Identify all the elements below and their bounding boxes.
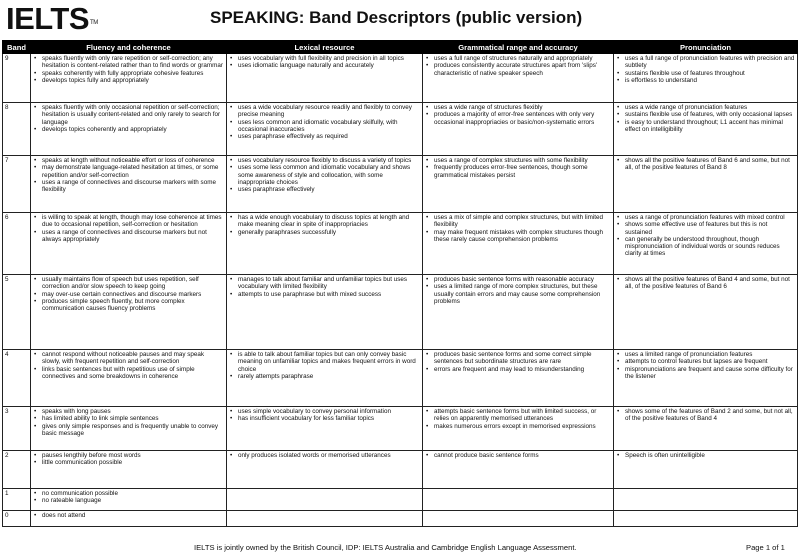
descriptor-cell-grammar (423, 489, 614, 511)
descriptor-item: • makes numerous errors except in memorised expressions (425, 423, 611, 430)
descriptor-list (425, 408, 611, 430)
descriptor-item: • develops topics fully and appropriately (33, 77, 224, 84)
descriptor-item: • frequently produces error-free sentences, though some grammatical mistakes persist (425, 164, 611, 179)
descriptor-cell-pronunciation (614, 511, 798, 527)
descriptor-cell-fluency (31, 54, 227, 103)
descriptor-cell-grammar (423, 275, 614, 350)
table-header-row (3, 41, 798, 54)
descriptor-cell-fluency (31, 407, 227, 451)
descriptor-list (616, 55, 795, 84)
band-score: 7 (3, 156, 31, 213)
descriptor-item: • can generally be understood throughout, though mispronunciation of individual words or sounds reduces clarity at times (616, 236, 795, 258)
descriptor-item: • cannot produce basic sentence forms (425, 452, 611, 459)
descriptor-cell-pronunciation (614, 350, 798, 407)
descriptor-cell-grammar (423, 350, 614, 407)
ielts-logo (6, 2, 98, 36)
descriptor-cell-fluency (31, 213, 227, 275)
descriptor-item: • uses idiomatic language naturally and accurately (229, 62, 420, 69)
descriptor-list (425, 276, 611, 305)
descriptor-list (33, 214, 224, 243)
descriptor-list (229, 157, 420, 193)
descriptor-item: • may over-use certain connectives and discourse markers (33, 291, 224, 298)
descriptor-item: • only produces isolated words or memorised utterances (229, 452, 420, 459)
descriptor-cell-lexical (227, 103, 423, 156)
descriptor-list (616, 104, 795, 133)
descriptor-list (425, 452, 611, 459)
band-score: 8 (3, 103, 31, 156)
descriptor-item: • uses a wide range of pronunciation features (616, 104, 795, 111)
descriptor-cell-lexical (227, 156, 423, 213)
descriptor-item: • speaks at length without noticeable effort or loss of coherence (33, 157, 224, 164)
descriptor-list (229, 104, 420, 140)
descriptor-item: • manages to talk about familiar and unfamiliar topics but uses vocabulary with limited flexibility (229, 276, 420, 291)
descriptor-item: • may demonstrate language-related hesitation at times, or some repetition and/or self-correction (33, 164, 224, 179)
descriptor-item: • uses a range of connectives and discourse markers but not always appropriately (33, 229, 224, 244)
band-score: 6 (3, 213, 31, 275)
band-score: 2 (3, 451, 31, 489)
band-row (3, 103, 798, 156)
descriptor-cell-lexical (227, 350, 423, 407)
descriptor-list (33, 452, 224, 467)
band-descriptors-table (2, 40, 798, 527)
descriptor-list (229, 408, 420, 423)
descriptor-list (229, 452, 420, 459)
descriptor-item: • attempts to control features but lapses are frequent (616, 358, 795, 365)
descriptor-item: • sustains flexible use of features, with only occasional lapses (616, 111, 795, 118)
descriptor-item: • Speech is often unintelligible (616, 452, 795, 459)
descriptor-list (33, 157, 224, 193)
band-score: 5 (3, 275, 31, 350)
descriptor-cell-fluency (31, 275, 227, 350)
descriptor-item: • is willing to speak at length, though may lose coherence at times due to occasional repetition, self-correction or hesitation (33, 214, 224, 229)
page-footer (0, 540, 799, 555)
descriptor-cell-lexical (227, 407, 423, 451)
descriptor-item: • uses paraphrase effectively as required (229, 133, 420, 140)
descriptor-item: • shows all the positive features of Band 6 and some, but not all, of the positive features of Band 8 (616, 157, 795, 172)
descriptor-item: • is easy to understand throughout; L1 accent has minimal effect on intelligibility (616, 119, 795, 134)
descriptor-item: • uses vocabulary resource flexibly to discuss a variety of topics (229, 157, 420, 164)
descriptor-item: • rarely attempts paraphrase (229, 373, 420, 380)
descriptor-item: • attempts to use paraphrase but with mixed success (229, 291, 420, 298)
descriptor-item: • gives only simple responses and is frequently unable to convey basic message (33, 423, 224, 438)
descriptor-list (425, 157, 611, 179)
descriptor-item: • usually maintains flow of speech but uses repetition, self correction and/or slow speech to keep going (33, 276, 224, 291)
column-header-lexical: Lexical resource (227, 41, 423, 54)
descriptor-item: • does not attend (33, 512, 224, 519)
descriptor-item: • little communication possible (33, 459, 224, 466)
descriptor-item: • cannot respond without noticeable pauses and may speak slowly, with frequent repetition and self-correction (33, 351, 224, 366)
descriptor-item: • generally paraphrases successfully (229, 229, 420, 236)
descriptor-item: • uses a full range of structures naturally and appropriately (425, 55, 611, 62)
column-header-grammar: Grammatical range and accuracy (423, 41, 614, 54)
descriptor-cell-pronunciation (614, 213, 798, 275)
column-header-pronunciation: Pronunciation (614, 41, 798, 54)
descriptor-item: • speaks coherently with fully appropriate cohesive features (33, 70, 224, 77)
band-score: 0 (3, 511, 31, 527)
descriptor-item: • shows some of the features of Band 2 and some, but not all, of the positive features of Band 4 (616, 408, 795, 423)
descriptor-item: • no communication possible (33, 490, 224, 497)
descriptor-cell-grammar (423, 54, 614, 103)
descriptor-item: • errors are frequent and may lead to misunderstanding (425, 366, 611, 373)
descriptor-list (33, 512, 224, 519)
descriptor-item: • no rateable language (33, 497, 224, 504)
band-row (3, 213, 798, 275)
ownership-note: IELTS is jointly owned by the British Council, IDP: IELTS Australia and Cambridge English Language Assessment. (194, 543, 577, 552)
page-header (0, 0, 799, 40)
band-row (3, 451, 798, 489)
descriptor-cell-lexical (227, 54, 423, 103)
page-number: Page 1 of 1 (746, 543, 785, 552)
descriptor-cell-lexical (227, 511, 423, 527)
descriptor-cell-lexical (227, 451, 423, 489)
descriptor-item: • links basic sentences but with repetitious use of simple connectives and some breakdowns in coherence (33, 366, 224, 381)
descriptor-list (616, 351, 795, 380)
descriptor-cell-lexical (227, 213, 423, 275)
descriptor-cell-fluency (31, 489, 227, 511)
descriptor-cell-fluency (31, 350, 227, 407)
descriptor-list (425, 351, 611, 373)
band-row (3, 511, 798, 527)
band-score: 3 (3, 407, 31, 451)
descriptor-cell-grammar (423, 451, 614, 489)
descriptor-cell-pronunciation (614, 54, 798, 103)
descriptor-item: • mispronunciations are frequent and cause some difficulty for the listener (616, 366, 795, 381)
descriptor-cell-lexical (227, 489, 423, 511)
descriptor-cell-grammar (423, 156, 614, 213)
band-row (3, 156, 798, 213)
descriptor-item: • has insufficient vocabulary for less familiar topics (229, 415, 420, 422)
descriptor-item: • uses a range of complex structures with some flexibility (425, 157, 611, 164)
page-title: SPEAKING: Band Descriptors (public version) (210, 8, 583, 27)
descriptor-item: • produces consistently accurate structures apart from 'slips' characteristic of native speaker speech (425, 62, 611, 77)
descriptor-item: • sustains flexible use of features throughout (616, 70, 795, 77)
descriptor-cell-grammar (423, 511, 614, 527)
descriptor-cell-pronunciation (614, 156, 798, 213)
descriptor-list (616, 214, 795, 258)
descriptor-item: • uses a limited range of more complex structures, but these usually contain errors and may cause some comprehension problems (425, 283, 611, 305)
descriptor-list (33, 490, 224, 505)
descriptor-item: • uses a mix of simple and complex structures, but with limited flexibility (425, 214, 611, 229)
descriptor-list (229, 214, 420, 236)
descriptor-cell-fluency (31, 451, 227, 489)
descriptor-item: • shows some effective use of features but this is not sustained (616, 221, 795, 236)
descriptor-item: • produces basic sentence forms and some correct simple sentences but subordinate structures are rare (425, 351, 611, 366)
descriptor-list (425, 104, 611, 126)
descriptor-cell-pronunciation (614, 489, 798, 511)
descriptor-list (425, 214, 611, 243)
descriptor-item: • uses some less common and idiomatic vocabulary and shows some awareness of style and collocation, with some inappropriate choices (229, 164, 420, 186)
descriptor-item: • uses a limited range of pronunciation features (616, 351, 795, 358)
descriptor-item: • may make frequent mistakes with complex structures though these rarely cause comprehension problems (425, 229, 611, 244)
descriptor-item: • shows all the positive features of Band 4 and some, but not all, of the positive features of Band 6 (616, 276, 795, 291)
descriptor-list (425, 55, 611, 77)
logo-text: IELTS (6, 1, 90, 36)
descriptor-item: • attempts basic sentence forms but with limited success, or relies on apparently memorised utterances (425, 408, 611, 423)
band-row (3, 489, 798, 511)
descriptor-item: • has limited ability to link simple sentences (33, 415, 224, 422)
descriptor-item: • uses simple vocabulary to convey personal information (229, 408, 420, 415)
descriptor-list (33, 104, 224, 133)
descriptor-list (33, 55, 224, 84)
descriptor-item: • uses a range of connectives and discourse markers with some flexibility (33, 179, 224, 194)
descriptor-item: • uses paraphrase effectively (229, 186, 420, 193)
descriptor-cell-pronunciation (614, 407, 798, 451)
band-row (3, 350, 798, 407)
descriptor-item: • uses a wide range of structures flexibly (425, 104, 611, 111)
descriptor-cell-fluency (31, 103, 227, 156)
descriptor-list (616, 276, 795, 291)
descriptor-cell-lexical (227, 275, 423, 350)
band-row (3, 407, 798, 451)
band-row (3, 54, 798, 103)
descriptor-list (229, 55, 420, 70)
descriptor-item: • is able to talk about familiar topics but can only convey basic meaning on unfamiliar topics and makes frequent errors in word choice (229, 351, 420, 373)
descriptor-item: • produces simple speech fluently, but more complex communication causes fluency problems (33, 298, 224, 313)
descriptor-item: • speaks with long pauses (33, 408, 224, 415)
trademark-mark: TM (90, 20, 98, 26)
descriptor-list (616, 452, 795, 459)
descriptor-item: • produces basic sentence forms with reasonable accuracy (425, 276, 611, 283)
descriptor-item: • is effortless to understand (616, 77, 795, 84)
descriptor-item: • uses a range of pronunciation features with mixed control (616, 214, 795, 221)
descriptor-item: • has a wide enough vocabulary to discuss topics at length and make meaning clear in spite of inappropriacies (229, 214, 420, 229)
descriptor-item: • speaks fluently with only rare repetition or self-correction; any hesitation is content-related rather than to find words or grammar (33, 55, 224, 70)
band-row (3, 275, 798, 350)
descriptor-cell-grammar (423, 407, 614, 451)
descriptor-cell-pronunciation (614, 451, 798, 489)
band-score: 9 (3, 54, 31, 103)
descriptor-item: • uses a full range of pronunciation features with precision and subtlety (616, 55, 795, 70)
descriptor-list (33, 351, 224, 380)
descriptor-list (33, 408, 224, 437)
descriptor-cell-fluency (31, 511, 227, 527)
descriptor-list (33, 276, 224, 312)
descriptor-item: • uses less common and idiomatic vocabulary skilfully, with occasional inaccuracies (229, 119, 420, 134)
descriptor-cell-fluency (31, 156, 227, 213)
descriptor-list (616, 408, 795, 423)
descriptor-cell-pronunciation (614, 103, 798, 156)
descriptor-item: • uses vocabulary with full flexibility and precision in all topics (229, 55, 420, 62)
column-header-band: Band (3, 41, 31, 54)
descriptor-item: • speaks fluently with only occasional repetition or self-correction; hesitation is usually content-related and only rarely to search for language (33, 104, 224, 126)
descriptor-cell-pronunciation (614, 275, 798, 350)
descriptor-item: • produces a majority of error-free sentences with only very occasional inappropriacies or basic/non-systematic errors (425, 111, 611, 126)
descriptor-item: • develops topics coherently and appropriately (33, 126, 224, 133)
descriptor-item: • uses a wide vocabulary resource readily and flexibly to convey precise meaning (229, 104, 420, 119)
descriptor-cell-grammar (423, 103, 614, 156)
band-score: 1 (3, 489, 31, 511)
column-header-fluency: Fluency and coherence (31, 41, 227, 54)
descriptor-list (229, 351, 420, 380)
descriptor-list (616, 157, 795, 172)
band-score: 4 (3, 350, 31, 407)
descriptor-list (229, 276, 420, 298)
descriptor-item: • pauses lengthily before most words (33, 452, 224, 459)
descriptor-cell-grammar (423, 213, 614, 275)
